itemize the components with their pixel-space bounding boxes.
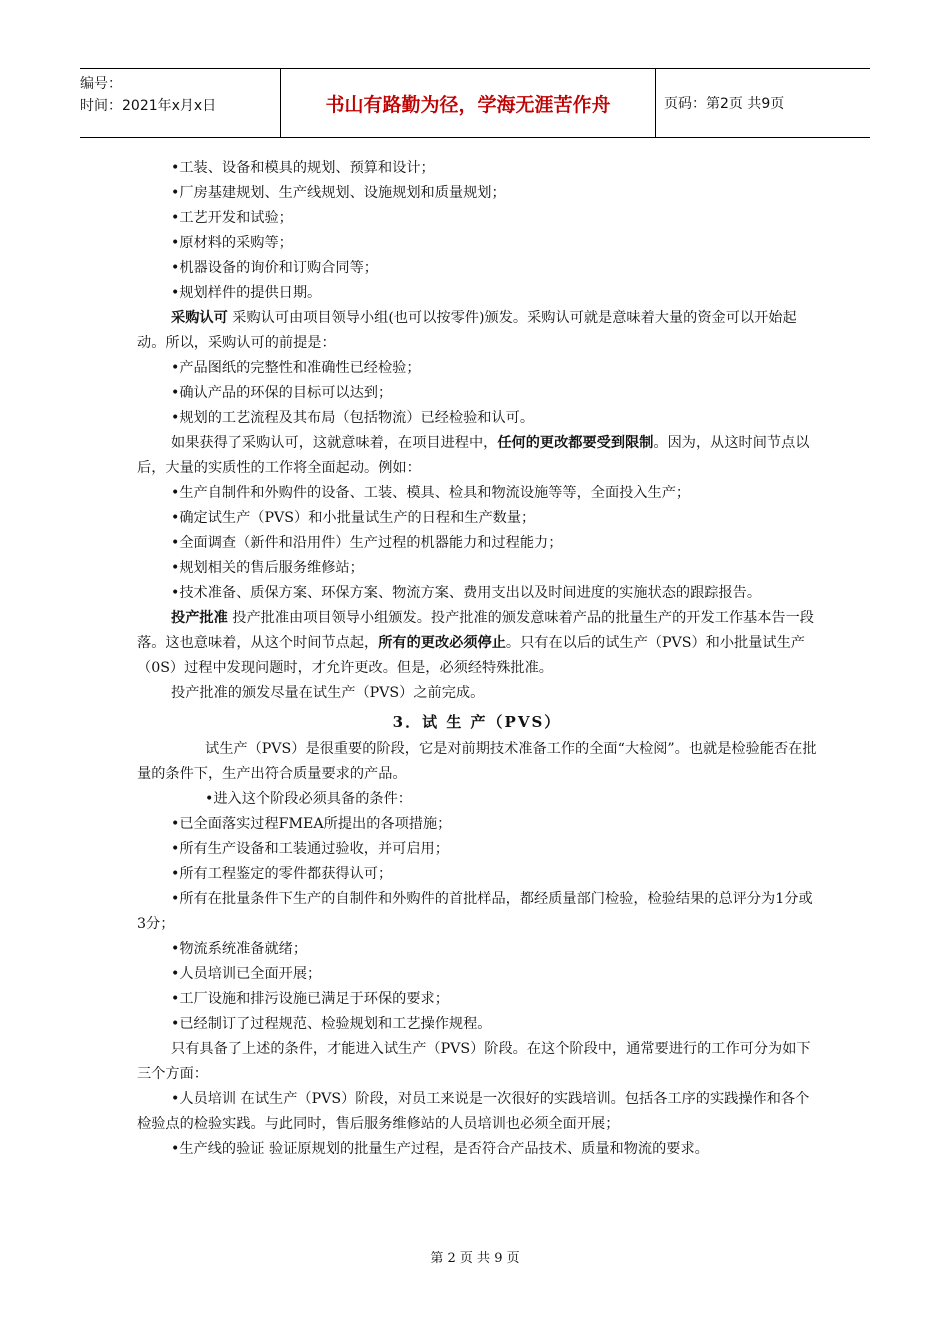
list-item: •已全面落实过程FMEA所提出的各项措施； — [171, 816, 452, 832]
document-body — [137, 156, 817, 1162]
list-item: •厂房基建规划、生产线规划、设施规划和质量规划； — [171, 185, 506, 201]
list-item: •生产线的验证 验证原规划的批量生产过程，是否符合产品技术、质量和物流的要求。 — [171, 1141, 709, 1157]
page-footer: 第 2 页 共 9 页 — [430, 1251, 520, 1266]
list-item: •规划的工艺流程及其布局（包括物流）已经检验和认可。 — [171, 410, 535, 426]
doc-number-label: 编号： — [80, 76, 122, 92]
list-item: •人员培训 在试生产（PVS）阶段，对员工来说是一次很好的实践培训。包括各工序的实践操作和各个检验点的检验实践。与此同时，售后服务维修站的人员培训也必须全面开展； — [137, 1091, 810, 1132]
emphasis-text: 所有的更改必须停止 — [378, 635, 506, 651]
term-purchase-approval: 采购认可 — [171, 310, 228, 326]
section-title: 3．试 生 产（PVS） — [392, 713, 562, 731]
list-item: •工装、设备和模具的规划、预算和设计； — [171, 160, 435, 176]
paragraph-purchase-approval — [137, 306, 817, 356]
list-item: •生产自制件和外购件的设备、工装、模具、检具和物流设施等等，全面投入生产； — [171, 485, 691, 501]
list-item: •产品图纸的完整性和准确性已经检验； — [171, 360, 421, 376]
list-item: •全面调查（新件和沿用件）生产过程的机器能力和过程能力； — [171, 535, 563, 551]
paragraph: 只有具备了上述的条件，才能进入试生产（PVS）阶段。在这个阶段中，通常要进行的工作可分为如下三个方面： — [137, 1041, 811, 1082]
paragraph-text: 投产批准由项目领导小组颁发。投产批准的颁发意味着产品的批量生产的开发工作基本告一段落。这也意味着，从这个时间节点起， — [137, 610, 814, 651]
list-item: •物流系统准备就绪； — [171, 941, 308, 957]
list-item: •机器设备的询价和订购合同等； — [171, 260, 378, 276]
paragraph: 试生产（PVS）是很重要的阶段，它是对前期技术准备工作的全面“大检阅”。也就是检验能否在批量的条件下，生产出符合质量要求的产品。 — [137, 741, 817, 782]
list-item: •规划样件的提供日期。 — [171, 285, 322, 301]
list-item: •进入这个阶段必须具备的条件： — [205, 791, 412, 807]
paragraph-production-approval — [137, 606, 817, 681]
emphasis-text: 任何的更改都要受到限制 — [497, 435, 654, 451]
header-motto: 书山有路勤为径，学海无涯苦作舟 — [281, 69, 656, 137]
paragraph-text: 。只有在以后的试生产（PVS）和小批量试生产（0S）过程中发现问题时，才允许更改。但是，必须经特殊批准。 — [137, 635, 805, 676]
paragraph-text: 。因为，从这时间节点以后，大量的实质性的工作将全面起动。例如： — [137, 435, 810, 476]
list-item: •已经制订了过程规范、检验规划和工艺操作规程。 — [171, 1016, 492, 1032]
paragraph-text: 采购认可由项目领导小组(也可以按零件)颁发。采购认可就是意味着大量的资金可以开始起动。所以，采购认可的前提是： — [137, 310, 797, 351]
list-item: •工艺开发和试验； — [171, 210, 293, 226]
list-item: •所有生产设备和工装通过验收，并可启用； — [171, 841, 449, 857]
list-item: •确定试生产（PVS）和小批量试生产的日程和生产数量； — [171, 510, 536, 526]
term-production-approval: 投产批准 — [171, 610, 228, 626]
list-item: •所有在批量条件下生产的自制件和外购件的首批样品，都经质量部门检验，检验结果的总评分为1分或3分； — [137, 891, 813, 932]
header-left — [80, 69, 281, 137]
list-item: •确认产品的环保的目标可以达到； — [171, 385, 393, 401]
list-item: •原材料的采购等； — [171, 235, 293, 251]
list-item: •技术准备、质保方案、环保方案、物流方案、费用支出以及时间进度的实施状态的跟踪报告。 — [171, 585, 762, 601]
paragraph-text: 如果获得了采购认可，这就意味着，在项目进程中， — [171, 435, 498, 451]
header-page-info: 页码：第2页 共9页 — [664, 96, 785, 112]
list-item: •所有工程鉴定的零件都获得认可； — [171, 866, 393, 882]
list-item: •人员培训已全面开展； — [171, 966, 322, 982]
paragraph-change-limit — [137, 431, 817, 481]
list-item: •规划相关的售后服务维修站； — [171, 560, 364, 576]
paragraph: 投产批准的颁发尽量在试生产（PVS）之前完成。 — [171, 685, 485, 701]
page-header — [80, 68, 870, 138]
doc-date-label: 时间：2021年x月x日 — [80, 98, 217, 114]
list-item: •工厂设施和排污设施已满足于环保的要求； — [171, 991, 449, 1007]
